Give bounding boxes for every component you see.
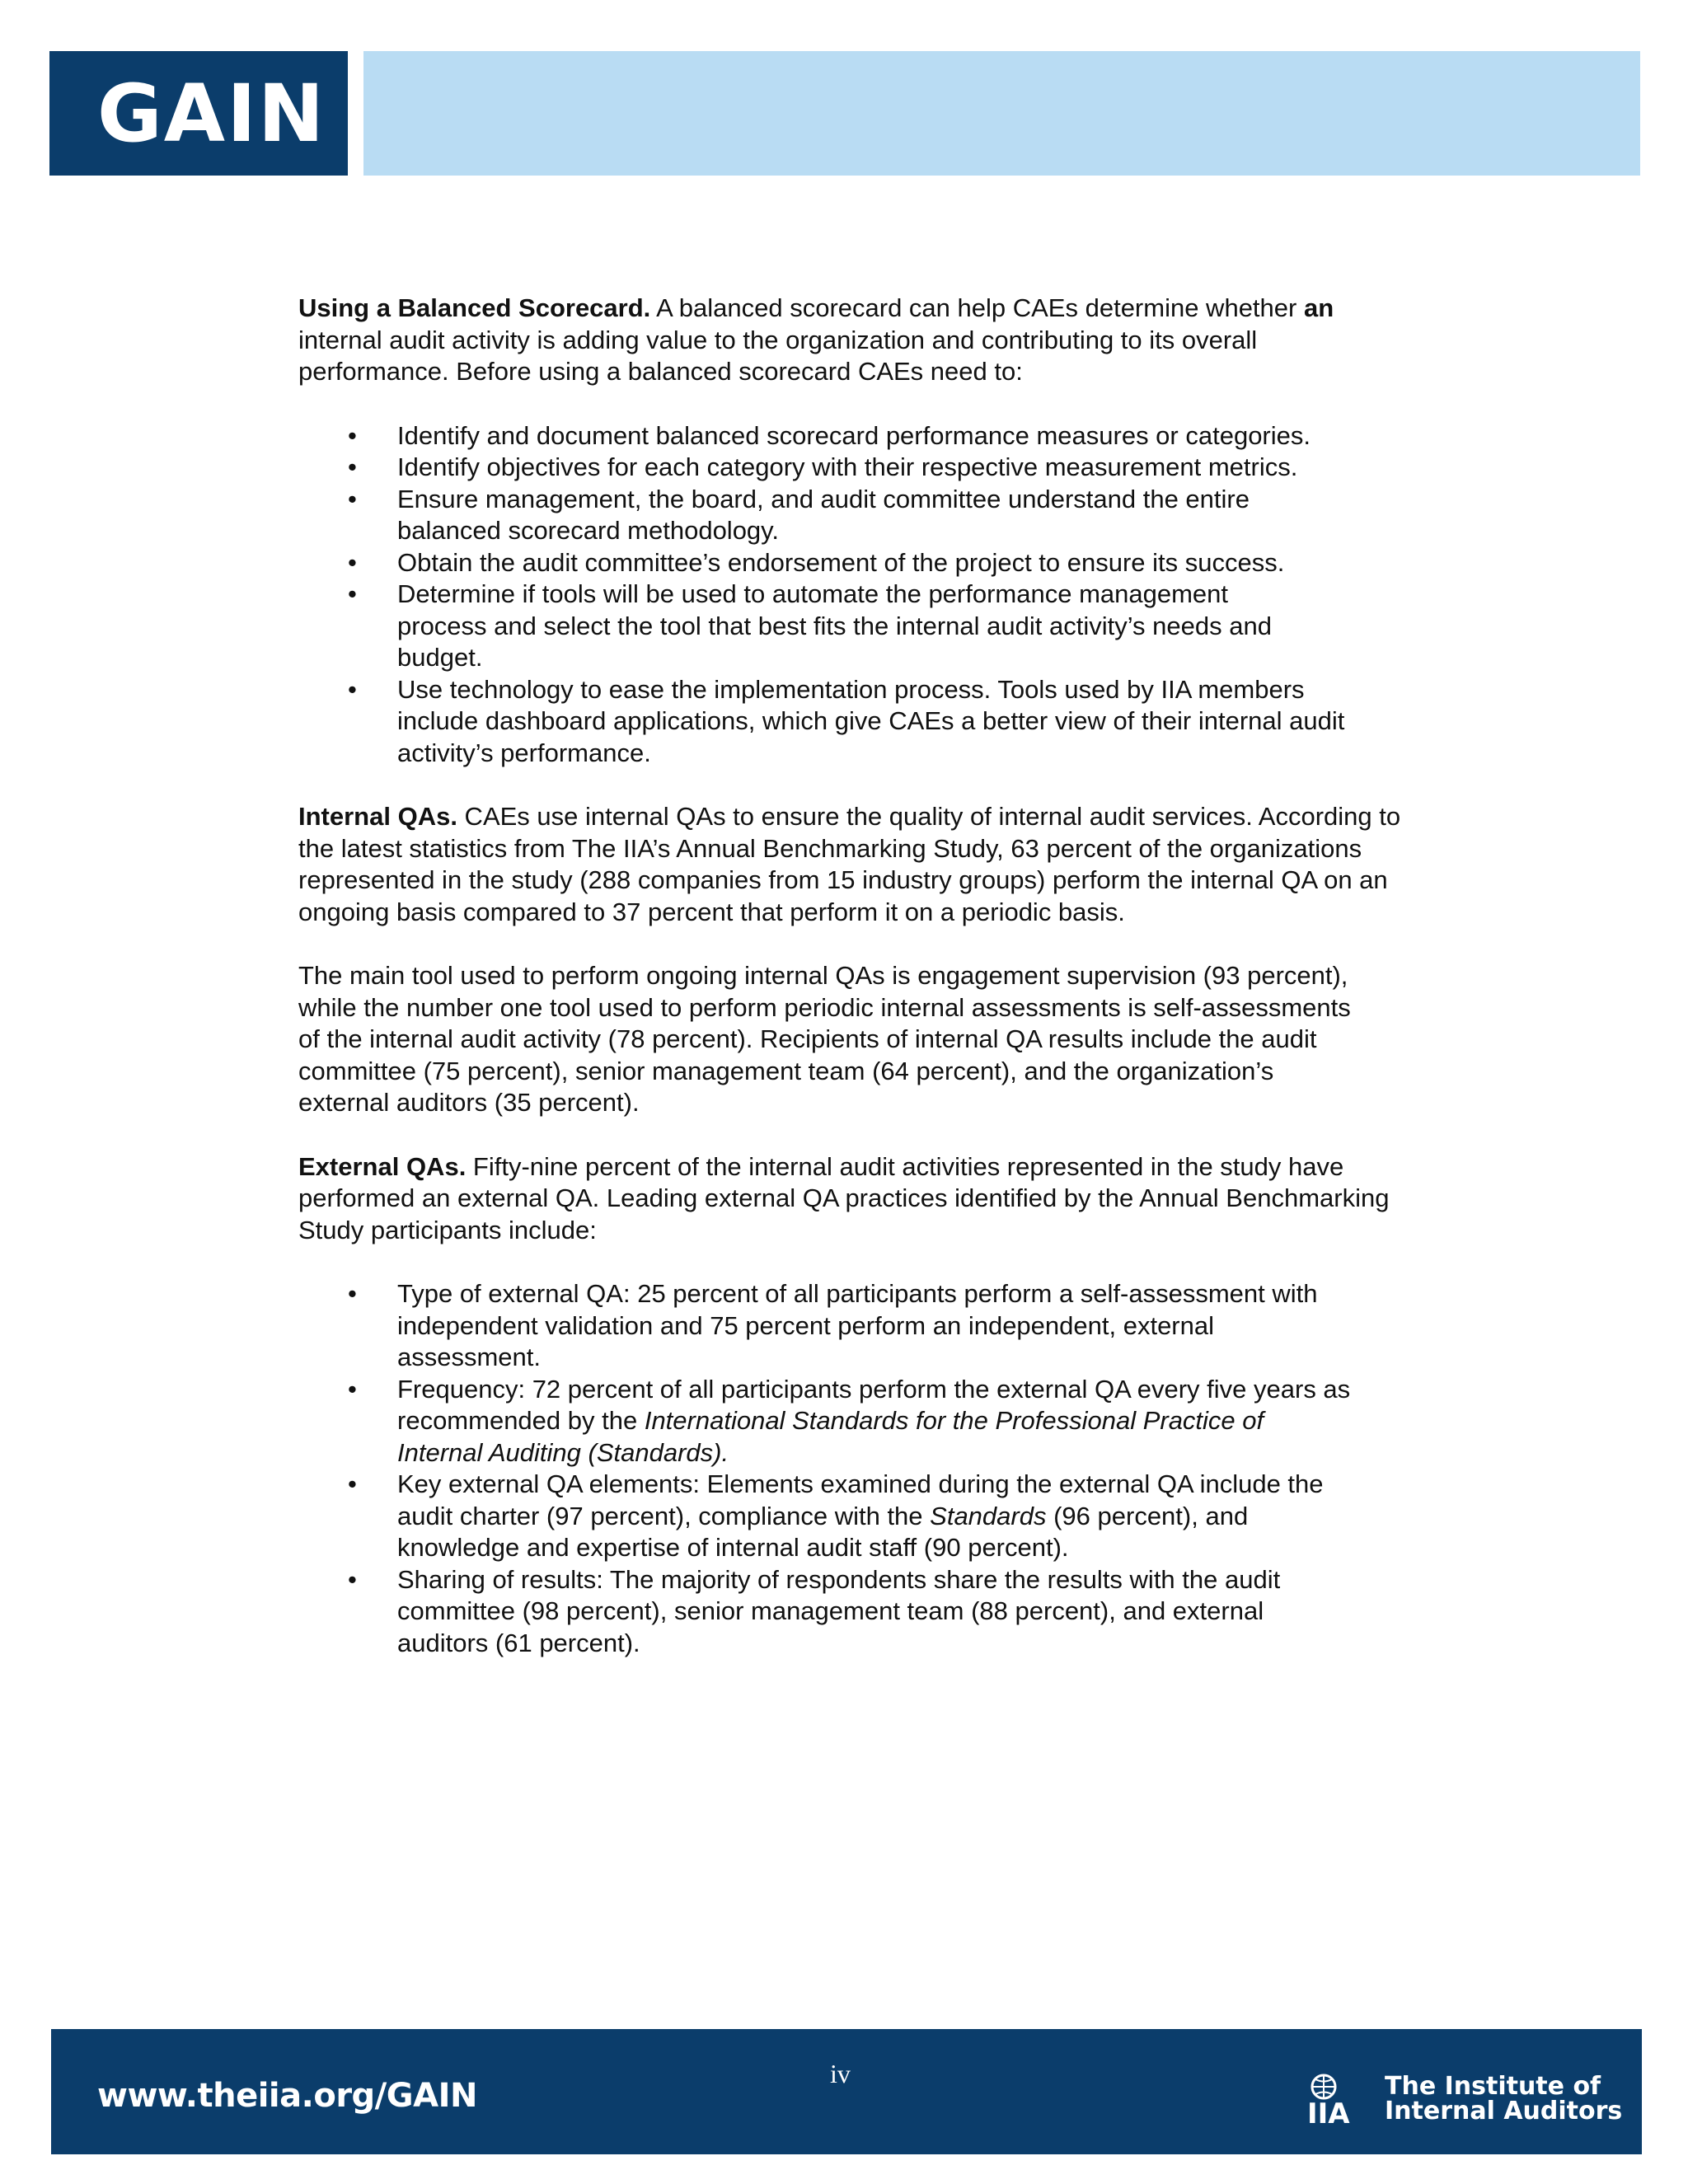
iia-name-line1: The Institute of xyxy=(1385,2072,1601,2101)
gain-logo xyxy=(49,51,348,176)
list-item: • Use technology to ease the implementation process. Tools used by IIA members include dashboard applications, which give CAEs a better view of their internal audit activity’s performance. xyxy=(298,674,1403,770)
standards-title: International Standards for the Professional Practice of Internal Auditing (Standards). xyxy=(397,1406,1264,1467)
internal-qas-text: CAEs use internal QAs to ensure the quality of internal audit services. According to the latest statistics from The IIA’s Annual Benchmarking Study, 63 percent of the organizations represented in the study (288 companies from 15 industry groups) perform the internal QA on an ongoing basis compared to 37 percent that perform it on a periodic basis. xyxy=(298,802,1401,926)
balanced-scorecard-intro-rest: internal audit activity is adding value to the organization and contributing to its overall performance. Before using a balanced scorecard CAEs need to: xyxy=(298,325,1258,386)
page-number: iv xyxy=(830,2059,851,2088)
list-item: • Identify objectives for each category with their respective measurement metrics. xyxy=(298,452,1403,484)
header-band xyxy=(363,51,1640,176)
footer-url-link[interactable]: www.theiia.org/GAIN xyxy=(97,2077,477,2115)
standards-ref: Standards xyxy=(930,1501,1047,1530)
balanced-scorecard-list xyxy=(298,420,1403,770)
list-item xyxy=(298,1469,1353,1564)
list-item: • Ensure management, the board, and audit committee understand the entire balanced scorecard methodology. xyxy=(298,484,1403,547)
external-qas-heading: External QAs. xyxy=(298,1151,467,1181)
iia-name-line2: Internal Auditors xyxy=(1385,2097,1623,2125)
balanced-scorecard-heading: Using a Balanced Scorecard. xyxy=(298,293,651,322)
iia-logo xyxy=(1306,2072,1622,2126)
document-body xyxy=(298,293,1403,1691)
external-qas-text: Fifty-nine percent of the internal audit activities represented in the study have performed an external QA. Leading external QA practices identified by the Annual Benchmarking Study participants include: xyxy=(298,1151,1390,1244)
internal-qas-heading: Internal QAs. xyxy=(298,802,457,831)
globe-icon xyxy=(1306,2072,1380,2126)
elements-text-rest: (96 percent), and knowledge and expertise of internal audit staff (90 percent). xyxy=(397,1501,1249,1562)
list-item xyxy=(298,1374,1353,1469)
list-item: • Type of external QA: 25 percent of all participants perform a self-assessment with independent validation and 75 percent perform an independent, external assessment. xyxy=(298,1278,1353,1374)
external-qas-list xyxy=(298,1278,1403,1659)
elements-text: Key external QA elements: Elements examined during the external QA include the audit charter (97 percent), compliance with the xyxy=(397,1469,1324,1530)
iia-mark-text: IIA xyxy=(1307,2097,1350,2126)
footer-bar xyxy=(51,2029,1642,2154)
frequency-text: Frequency: 72 percent of all participants perform the external QA every five years as recommended by the xyxy=(397,1374,1351,1435)
gain-logo-text: GAIN xyxy=(97,67,326,160)
internal-qas-paragraph xyxy=(298,801,1403,928)
balanced-scorecard-intro-bold: an xyxy=(1303,293,1334,322)
list-item: • Sharing of results: The majority of respondents share the results with the audit committee (98 percent), senior management team (88 percent), and external auditors (61 percent). xyxy=(298,1564,1353,1660)
balanced-scorecard-paragraph xyxy=(298,293,1403,388)
list-item: • Obtain the audit committee’s endorsement of the project to ensure its success. xyxy=(298,547,1403,579)
external-qas-paragraph xyxy=(298,1151,1403,1247)
list-item: • Identify and document balanced scorecard performance measures or categories. xyxy=(298,420,1403,452)
list-item: • Determine if tools will be used to automate the performance management process and select the tool that best fits the internal audit activity’s needs and budget. xyxy=(298,579,1403,674)
balanced-scorecard-intro: A balanced scorecard can help CAEs determine whether xyxy=(650,293,1304,322)
internal-qas-paragraph-2: The main tool used to perform ongoing internal QAs is engagement supervision (93 percent), while the number one tool used to perform periodic internal assessments is self-assessments of the internal audit activity (78 percent). Recipients of internal QA results include the audit committee (75 percent), senior management team (64 percent), and the organization’s external auditors (35 percent). xyxy=(298,961,1351,1117)
iia-name xyxy=(1385,2074,1622,2124)
